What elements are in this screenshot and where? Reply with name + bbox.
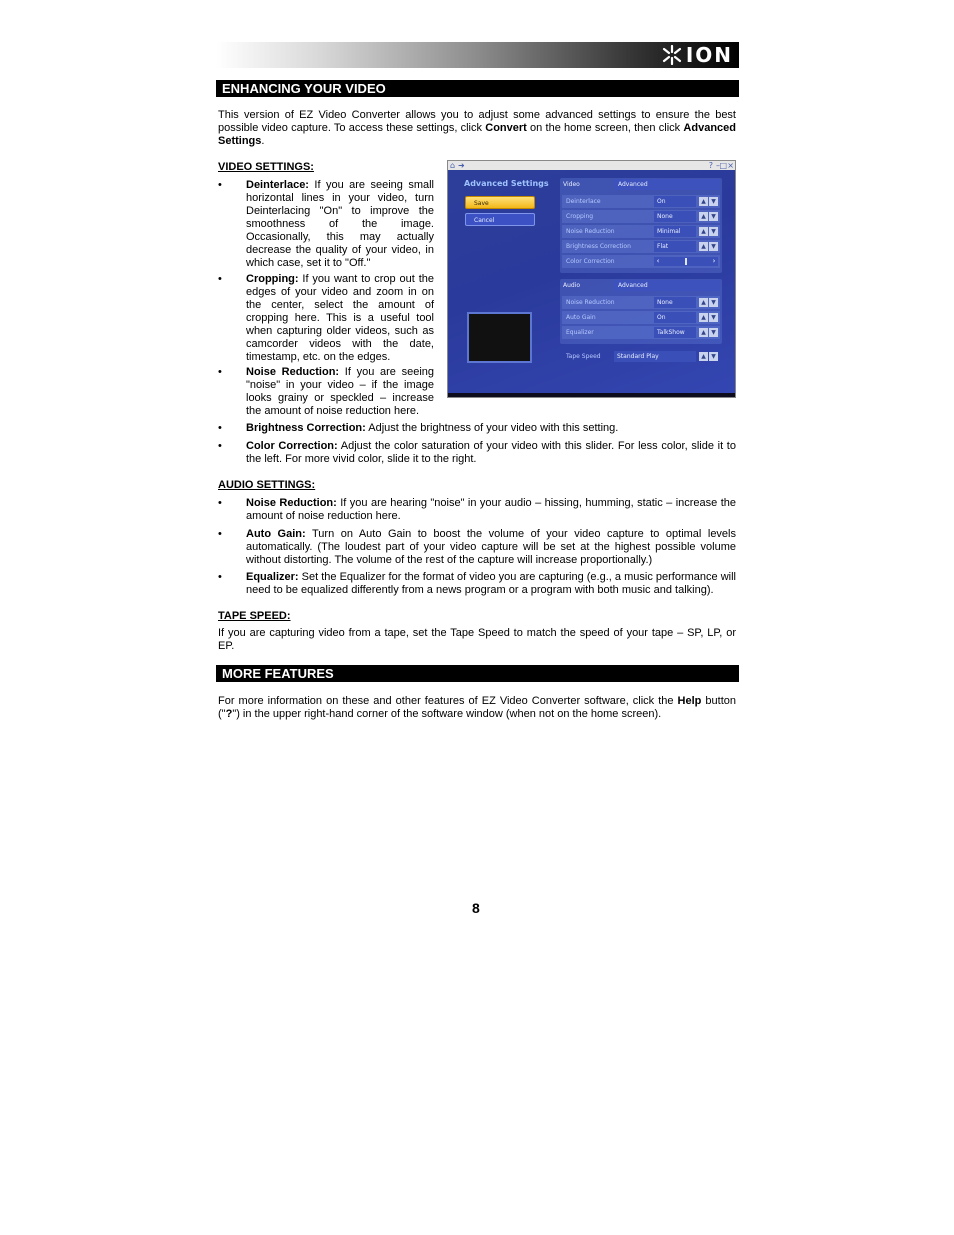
deinterlace-value: On [654,196,696,207]
minimize-icon: – [716,161,720,170]
window-bottom-bar [448,393,735,397]
ion-logo [662,45,733,65]
tape-speed-value: Standard Play [614,351,696,362]
setting-row-video-noise-reduction: Noise Reduction Minimal ▲ ▼ [562,225,720,238]
save-button: Save [465,196,535,209]
audio-settings-heading: AUDIO SETTINGS: [218,479,316,491]
setting-row-cropping: Cropping None ▲ ▼ [562,210,720,223]
video-noise-reduction-value: Minimal [654,226,696,237]
maximize-icon: □ [719,161,727,170]
tape-speed-paragraph: If you are capturing video from a tape, set the Tape Speed to match the speed of your tape – SP, LP, or EP. [218,627,736,652]
down-arrow-icon: ▼ [709,242,718,251]
video-settings-heading: VIDEO SETTINGS: [218,161,314,173]
up-arrow-icon: ▲ [699,212,708,221]
video-preview [467,312,532,363]
brightness-correction-value: Flat [654,241,696,252]
setting-row-brightness-correction: Brightness Correction Flat ▲ ▼ [562,240,720,253]
audio-group-label: Audio [563,282,581,289]
more-features-paragraph: For more information on these and other features of EZ Video Converter software, click the Help button ("?") in the upper right-hand corner of the software window (when not on the home screen). [218,695,737,720]
help-icon: ? [708,161,713,170]
back-arrow-icon: ➜ [458,161,465,170]
tape-speed-group [560,349,722,365]
video-group-label: Video [563,181,580,188]
up-arrow-icon: ▲ [699,227,708,236]
setting-row-equalizer: Equalizer TalkShow ▲ ▼ [562,326,720,339]
down-arrow-icon: ▼ [709,352,718,361]
up-arrow-icon: ▲ [699,298,708,307]
video-mode-select: Advanced [614,179,720,190]
audio-mode-select: Advanced [614,280,720,291]
page-number: 8 [472,900,480,916]
slider-right-arrow-icon: › [712,257,716,265]
audio-noise-reduction-value: None [654,297,696,308]
up-arrow-icon: ▲ [699,313,708,322]
down-arrow-icon: ▼ [709,298,718,307]
header-banner [216,42,739,68]
window-titlebar [448,161,735,170]
setting-row-color-correction: Color Correction ‹ › [562,255,720,268]
up-arrow-icon: ▲ [699,352,708,361]
setting-row-tape-speed: Tape Speed Standard Play ▲ ▼ [562,350,720,363]
section-title-more-features: MORE FEATURES [216,665,739,682]
cropping-value: None [654,211,696,222]
home-icon: ⌂ [450,161,456,170]
down-arrow-icon: ▼ [709,212,718,221]
down-arrow-icon: ▼ [709,328,718,337]
down-arrow-icon: ▼ [709,197,718,206]
section-title-enhancing: ENHANCING YOUR VIDEO [216,80,739,97]
up-arrow-icon: ▲ [699,197,708,206]
video-settings-group [560,178,722,273]
advanced-settings-title: Advanced Settings [464,179,549,188]
setting-row-deinterlace: Deinterlace On ▲ ▼ [562,195,720,208]
advanced-settings-screenshot [447,160,736,398]
audio-settings-group [560,279,722,344]
tape-speed-heading: TAPE SPEED: [218,610,291,622]
up-arrow-icon: ▲ [699,328,708,337]
up-arrow-icon: ▲ [699,242,708,251]
close-icon: × [727,161,734,170]
setting-row-audio-noise-reduction: Noise Reduction None ▲ ▼ [562,296,720,309]
slider-left-arrow-icon: ‹ [656,257,660,265]
intro-paragraph: This version of EZ Video Converter allows you to adjust some advanced settings to ensure the best possible video capture. To access these settings, click Convert on the home screen, then click Advanced Settings. [218,109,736,147]
equalizer-value: TalkShow [654,327,696,338]
slider-knob [685,258,687,265]
down-arrow-icon: ▼ [709,227,718,236]
setting-row-auto-gain: Auto Gain On ▲ ▼ [562,311,720,324]
auto-gain-value: On [654,312,696,323]
color-correction-slider [654,257,718,266]
brand-name: ION [685,43,733,67]
ion-star-icon [662,45,682,65]
cancel-button: Cancel [465,213,535,226]
down-arrow-icon: ▼ [709,313,718,322]
